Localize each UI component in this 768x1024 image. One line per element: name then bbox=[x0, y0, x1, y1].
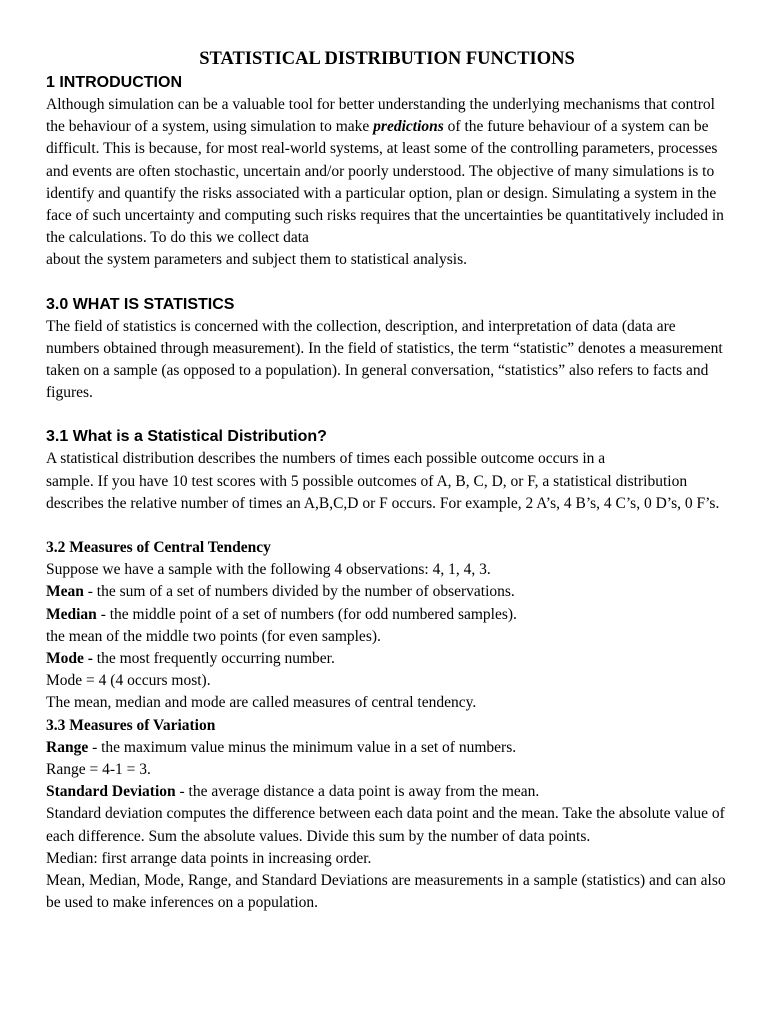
median-term: Median bbox=[46, 605, 97, 623]
intro-text-before: Although simulation can be a valuable tool for better understanding the underlying mechanisms that control the behaviour of a system, using simulation to make bbox=[46, 96, 715, 136]
mean-text: - the sum of a set of numbers divided by the number of observations. bbox=[83, 583, 515, 601]
central-tendency-summary: The mean, median and mode are called measures of central tendency. bbox=[46, 694, 477, 712]
intro-emphasis: predictions bbox=[373, 118, 444, 136]
mode-term: Mode - bbox=[46, 650, 93, 668]
median-definition bbox=[46, 604, 726, 626]
section-spacer bbox=[46, 515, 726, 537]
distribution-heading: 3.1 What is a Statistical Distribution? bbox=[46, 428, 327, 446]
intro-paragraph bbox=[46, 94, 726, 272]
mode-example: Mode = 4 (4 occurs most). bbox=[46, 672, 211, 690]
sd-definition bbox=[46, 781, 726, 803]
intro-last-line: about the system parameters and subject them to statistical analysis. bbox=[46, 251, 467, 269]
mean-definition bbox=[46, 581, 726, 603]
sd-term: Standard Deviation bbox=[46, 783, 176, 801]
mean-term: Mean bbox=[46, 583, 84, 601]
intro-heading: 1 INTRODUCTION bbox=[46, 74, 182, 91]
statistics-paragraph: The field of statistics is concerned with the collection, description, and interpretation of data (data are numbers obtained through measurement). In the field of statistics, the term “statistic” denotes a measurement taken on a sample (as opposed to a population). In general conversation, “statistics” also refers to facts and figures. bbox=[46, 317, 723, 402]
range-definition bbox=[46, 737, 726, 759]
central-tendency-intro: Suppose we have a sample with the following 4 observations: 4, 1, 4, 3. bbox=[46, 561, 491, 579]
distribution-text: sample. If you have 10 test scores with 5 possible outcomes of A, B, C, D, or F, a statistical distribution describes the relative number of times an A,B,C,D or F occurs. For example, 2 A’s, 4 B’s, 4 C’s, 0 D’s, 0 F’s. bbox=[46, 472, 720, 512]
range-text: - the maximum value minus the minimum value in a set of numbers. bbox=[88, 738, 517, 756]
variation-heading: 3.3 Measures of Variation bbox=[46, 716, 216, 734]
closing-paragraph: Mean, Median, Mode, Range, and Standard Deviations are measurements in a sample (statistics) and can also be used to make inferences on a population. bbox=[46, 872, 726, 912]
intro-text-after: of the future behaviour of a system can be difficult. This is because, for most real-world systems, at least some of the controlling parameters, processes and events are often stochastic, uncertain and/or poorly understood. The objective of many simulations is to identify and quantify the risks associated with a particular option, plan or design. Simulating a system in the face of such uncertainty and computing such risks requires that the uncertainties be quantitatively included in the calculations. To do this we collect data bbox=[46, 118, 724, 247]
sd-explanation: Standard deviation computes the difference between each data point and the mean. Take the absolute value of each difference. Sum the absolute values. Divide this sum by the number of data points. bbox=[46, 805, 725, 845]
median-text: - the middle point of a set of numbers (for odd numbered samples). bbox=[96, 605, 517, 623]
range-example: Range = 4-1 = 3. bbox=[46, 761, 151, 779]
median-even-note: the mean of the middle two points (for even samples). bbox=[46, 627, 381, 645]
mode-text: the most frequently occurring number. bbox=[92, 650, 335, 668]
statistics-heading: 3.0 WHAT IS STATISTICS bbox=[46, 295, 235, 313]
section-spacer bbox=[46, 272, 726, 294]
central-tendency-heading: 3.2 Measures of Central Tendency bbox=[46, 539, 271, 557]
document-page bbox=[46, 46, 726, 915]
distribution-paragraph bbox=[46, 448, 726, 515]
mode-definition bbox=[46, 648, 726, 670]
distribution-first-line: A statistical distribution describes the numbers of times each possible outcome occurs in a bbox=[46, 450, 606, 468]
sd-text: - the average distance a data point is away from the mean. bbox=[175, 783, 540, 801]
section-spacer bbox=[46, 404, 726, 426]
median-order-note: Median: first arrange data points in increasing order. bbox=[46, 849, 372, 867]
document-title: STATISTICAL DISTRIBUTION FUNCTIONS bbox=[199, 49, 575, 69]
range-term: Range bbox=[46, 738, 89, 756]
